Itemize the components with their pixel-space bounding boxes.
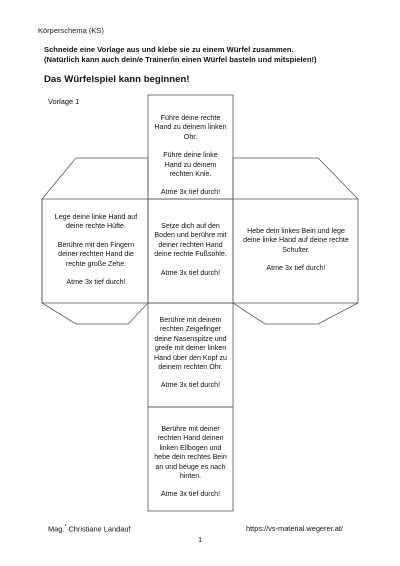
author-prefix: Mag. [48, 524, 65, 534]
instruction-line-2: (Natürlich kann auch dein/e Trainer/in einen Würfel basteln und mitspielen!) [44, 55, 317, 64]
face-lower-text-2: Atme 3x tief durch! [160, 381, 221, 390]
face-lower-text-1: Berühre mit deinem rechten Zeigefinger deine Nasenspitze und greife mit deiner linken Hand über den Kopf zu deinem rechten Ohr. [154, 316, 227, 372]
face-center-text-1: Setze dich auf den Boden und berühre mit deiner rechten Hand deine rechte Fußsohle. [154, 222, 227, 259]
template-label: Vorlage 1 [48, 97, 80, 106]
face-left-text-3: Atme 3x tief durch! [66, 278, 126, 287]
author-footnote-mark: * [64, 524, 67, 530]
page-title: Das Würfelspiel kann beginnen! [44, 74, 190, 85]
face-top [150, 114, 231, 207]
face-left [46, 213, 146, 296]
face-top-text-3: Atme 3x tief durch! [160, 188, 221, 197]
footer-author [48, 524, 131, 533]
face-top-text-1: Führe deine rechte Hand zu deinem linken Ohr. [154, 114, 227, 141]
face-left-text-1: Lege deine linke Hand auf deine rechte Hüfte. [54, 213, 138, 231]
face-left-text-2: Berühre mit den Fingern deiner rechten Hand die rechte große Zehe. [57, 240, 135, 268]
face-center-text-2: Atme 3x tief durch! [160, 268, 221, 277]
footer-url[interactable]: https://vs-material.wegerer.at/ [246, 524, 343, 533]
face-bottom [150, 425, 231, 509]
face-right-text-2: Atme 3x tief durch! [266, 264, 326, 273]
face-right [237, 227, 355, 283]
author-name: Christiane Landauf [68, 524, 131, 534]
face-right-text-1: Hebe dein linkes Bein und lege deine linke Hand auf deine rechte Schulter. [243, 227, 349, 254]
face-top-text-2: Führe deine linke Hand zu deinem rechten Knie. [163, 151, 218, 179]
page-number: 1 [198, 535, 203, 544]
face-lower [150, 316, 231, 400]
instruction-line-1: Schneide eine Vorlage aus und klebe sie zu einem Würfel zusammen. [44, 45, 294, 54]
document-header: Körperschema (KS) [38, 26, 104, 35]
face-bottom-text-1: Berühre mit deiner rechten Hand deinen linken Ellbogen und hebe dein rechtes Bein an und beuge es nach hinten. [154, 425, 227, 481]
face-bottom-text-2: Atme 3x tief durch! [160, 490, 221, 499]
face-center [150, 222, 231, 287]
